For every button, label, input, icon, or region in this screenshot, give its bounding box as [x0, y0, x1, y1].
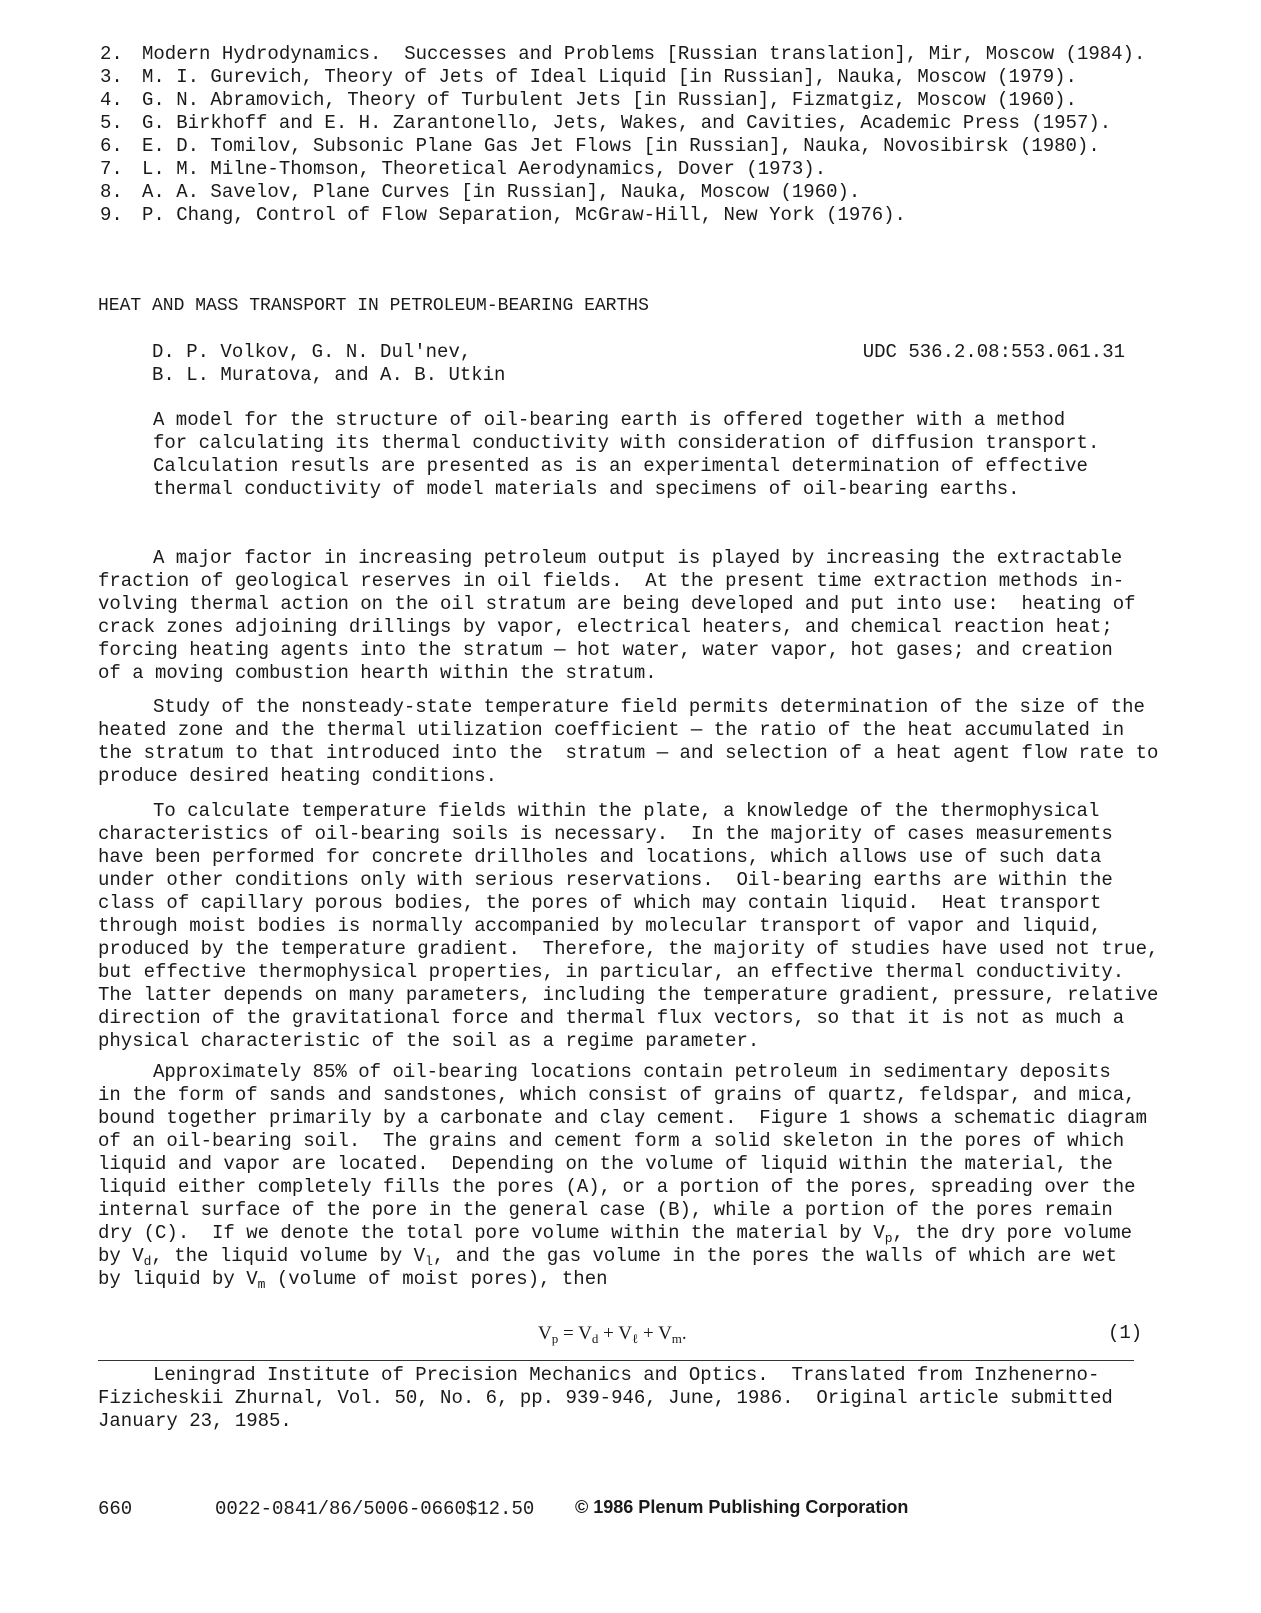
reference-item: 2. Modern Hydrodynamics. Successes and Problems [Russian translation], Mir, Moscow (1984). [100, 43, 1146, 65]
paragraph-line: fraction of geological reserves in oil fields. At the present time extraction methods in- [98, 570, 1125, 592]
abstract-line: A model for the structure of oil-bearing earth is offered together with a method [153, 409, 1066, 431]
paragraph-line: A major factor in increasing petroleum output is played by increasing the extractable [153, 547, 1123, 569]
footnote-line: January 23, 1985. [98, 1410, 292, 1432]
reference-item: 8. A. A. Savelov, Plane Curves [in Russian], Nauka, Moscow (1960). [100, 181, 861, 203]
paragraph-1 [98, 547, 1158, 685]
paragraph-line: heated zone and the thermal utilization coefficient — the ratio of the heat accumulated in [98, 719, 1125, 741]
reference-item: 7. L. M. Milne-Thomson, Theoretical Aerodynamics, Dover (1973). [100, 158, 827, 180]
footnote-line: Fizicheskii Zhurnal, Vol. 50, No. 6, pp. 939-946, June, 1986. Original article submitted [98, 1387, 1113, 1409]
paragraph-line: liquid either completely fills the pores (A), or a portion of the pores, spreading over the [98, 1176, 1136, 1198]
authors-line: D. P. Volkov, G. N. Dul'nev, [152, 341, 472, 363]
paragraph-2 [98, 696, 1158, 788]
paragraph-line: have been performed for concrete drillholes and locations, which allows use of such data [98, 846, 1102, 868]
paragraph-line: bound together primarily by a carbonate and clay cement. Figure 1 shows a schematic diagram [98, 1107, 1147, 1129]
paragraph-line: of a moving combustion hearth within the stratum. [98, 662, 657, 684]
paragraph-line: volving thermal action on the oil stratum are being developed and put into use: heating of [98, 593, 1136, 615]
paragraph-line: produced by the temperature gradient. Therefore, the majority of studies have used not true, [98, 938, 1159, 960]
paragraph-line: physical characteristic of the soil as a regime parameter. [98, 1030, 760, 1052]
paragraph-line: forcing heating agents into the stratum — hot water, water vapor, hot gases; and creation [98, 639, 1113, 661]
paragraph-line: by $V_d$, the liquid volume by $V_l$, and the gas volume in the pores the walls of which are wet [98, 1245, 1118, 1269]
paragraph-4 [98, 1061, 1158, 1291]
article-title: HEAT AND MASS TRANSPORT IN PETROLEUM-BEARING EARTHS [98, 296, 649, 316]
paragraph-line: internal surface of the pore in the general case (B), while a portion of the pores remain [98, 1199, 1113, 1221]
paragraph-line: dry (C). If we denote the total pore volume within the material by $V_p$, the dry pore volume [98, 1222, 1132, 1246]
abstract-line: Calculation resutls are presented as is an experimental determination of effective [153, 455, 1088, 477]
paragraph-line: class of capillary porous bodies, the pores of which may contain liquid. Heat transport [98, 892, 1102, 914]
authors [152, 341, 505, 387]
footnote-divider [98, 1360, 1134, 1361]
footnote [98, 1364, 1138, 1433]
reference-item: 6. E. D. Tomilov, Subsonic Plane Gas Jet Flows [in Russian], Nauka, Novosibirsk (1980). [100, 135, 1100, 157]
reference-item: 3. M. I. Gurevich, Theory of Jets of Ideal Liquid [in Russian], Nauka, Moscow (1979). [100, 66, 1077, 88]
article-code: 0022-0841/86/5006-0660$12.50 [215, 1498, 535, 1520]
copyright: © 1986 Plenum Publishing Corporation [575, 1497, 909, 1517]
footnote-line: Leningrad Institute of Precision Mechanics and Optics. Translated from Inzhenerno- [153, 1364, 1100, 1386]
paragraph-3 [98, 800, 1158, 1053]
equation-number: (1) [1108, 1322, 1143, 1344]
paragraph-line: under other conditions only with serious reservations. Oil-bearing earths are within the [98, 869, 1113, 891]
paragraph-line: produce desired heating conditions. [98, 765, 498, 787]
paragraph-line: crack zones adjoining drillings by vapor, electrical heaters, and chemical reaction heat; [98, 616, 1113, 638]
paragraph-line: by liquid by $V_m$ (volume of moist pores), then [98, 1268, 608, 1292]
paragraph-line: through moist bodies is normally accompanied by molecular transport of vapor and liquid, [98, 915, 1102, 937]
paragraph-line: characteristics of oil-bearing soils is necessary. In the majority of cases measurements [98, 823, 1113, 845]
paragraph-line: Study of the nonsteady-state temperature field permits determination of the size of the [153, 696, 1145, 718]
udc-code: UDC 536.2.08:553.061.31 [862, 341, 1125, 363]
paragraph-line: direction of the gravitational force and thermal flux vectors, so that it is not as much a [98, 1007, 1125, 1029]
paragraph-line: in the form of sands and sandstones, which consist of grains of quartz, feldspar, and mica, [98, 1084, 1136, 1106]
equation: $V_p = V_d + V_\ell + V_m$. [538, 1323, 687, 1346]
abstract-line: thermal conductivity of model materials and specimens of oil-bearing earths. [153, 478, 1020, 500]
paragraph-line: of an oil-bearing soil. The grains and cement form a solid skeleton in the pores of which [98, 1130, 1125, 1152]
abstract [153, 409, 1113, 501]
authors-line: B. L. Muratova, and A. B. Utkin [152, 364, 506, 386]
paragraph-line: The latter depends on many parameters, including the temperature gradient, pressure, relative [98, 984, 1159, 1006]
reference-item: 4. G. N. Abramovich, Theory of Turbulent Jets [in Russian], Fizmatgiz, Moscow (1960). [100, 89, 1077, 111]
paragraph-line: Approximately 85% of oil-bearing locations contain petroleum in sedimentary deposits [153, 1061, 1111, 1083]
paragraph-line: liquid and vapor are located. Depending on the volume of liquid within the material, the [98, 1153, 1113, 1175]
paragraph-line: To calculate temperature fields within the plate, a knowledge of the thermophysical [153, 800, 1100, 822]
reference-list [100, 43, 1145, 227]
abstract-line: for calculating its thermal conductivity with consideration of diffusion transport. [153, 432, 1100, 454]
reference-item: 9. P. Chang, Control of Flow Separation, McGraw-Hill, New York (1976). [100, 204, 906, 226]
reference-item: 5. G. Birkhoff and E. H. Zarantonello, Jets, Wakes, and Cavities, Academic Press (1957). [100, 112, 1112, 134]
paragraph-line: but effective thermophysical properties, in particular, an effective thermal conductivity. [98, 961, 1125, 983]
paragraph-line: the stratum to that introduced into the stratum — and selection of a heat agent flow rate to [98, 742, 1159, 764]
page-number: 660 [98, 1498, 133, 1520]
